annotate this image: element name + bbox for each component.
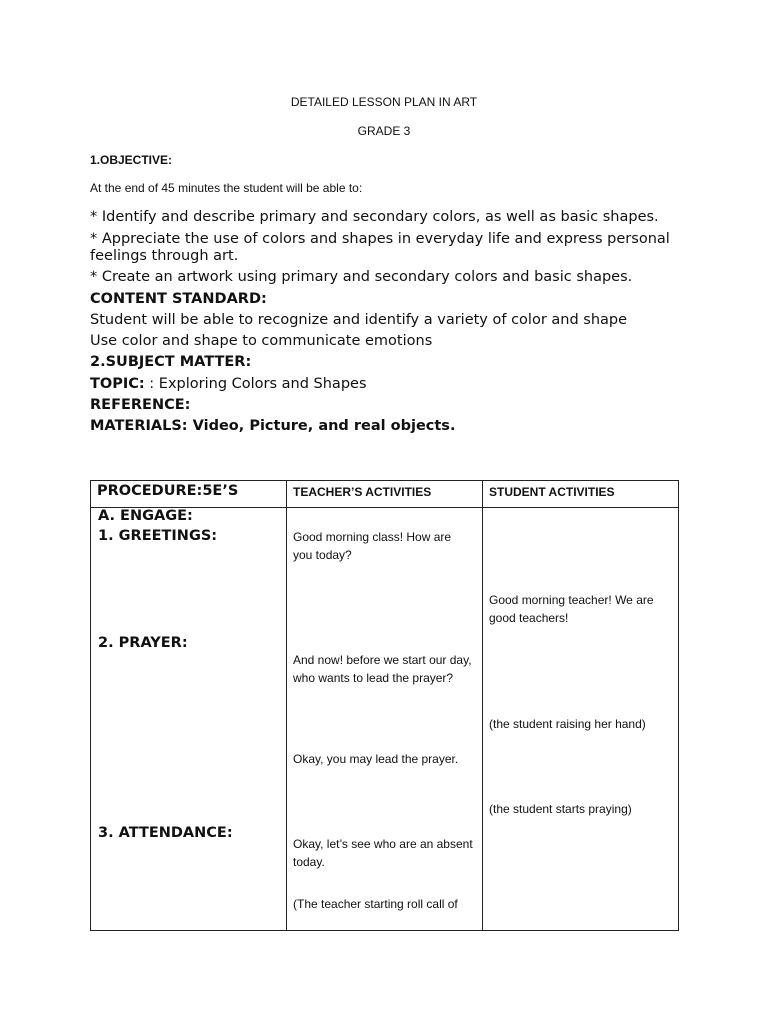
student-greeting: Good morning teacher! We are good teachers! xyxy=(489,593,654,625)
table-row xyxy=(91,508,679,931)
content-standard-heading: CONTENT STANDARD: xyxy=(90,291,267,307)
phase-engage: A. ENGAGE: xyxy=(98,508,193,524)
phase-attendance: 3. ATTENDANCE: xyxy=(98,825,233,841)
header-student-activities: STUDENT ACTIVITIES xyxy=(483,481,679,508)
teacher-prayer-ask: And now! before we start our day, who wants to lead the prayer? xyxy=(293,653,472,685)
student-activities-cell xyxy=(483,508,679,931)
procedure-cell xyxy=(91,508,287,931)
materials-label: MATERIALS: xyxy=(90,418,188,434)
objective-intro: At the end of 45 minutes the student will be able to: xyxy=(90,181,363,195)
topic-value: : Exploring Colors and Shapes xyxy=(149,376,367,392)
teacher-greeting: Good morning class! How are you today? xyxy=(293,530,452,562)
teacher-roll-call: (The teacher starting roll call of xyxy=(293,897,458,911)
table-header-row xyxy=(91,481,679,508)
objective-heading: 1.OBJECTIVE: xyxy=(90,153,173,167)
content-standard-line-1: Student will be able to recognize and identify a variety of color and shape xyxy=(90,312,628,328)
objective-item-3: * Create an artwork using primary and secondary colors and basic shapes. xyxy=(90,269,633,285)
materials-value: Video, Picture, and real objects. xyxy=(192,418,456,434)
header-procedure: PROCEDURE:5E’S xyxy=(91,481,287,508)
topic-label: TOPIC: xyxy=(90,376,145,392)
phase-prayer: 2. PRAYER: xyxy=(98,635,188,651)
teacher-activities-cell xyxy=(287,508,483,931)
grade-label: GRADE 3 xyxy=(357,124,411,138)
student-praying: (the student starts praying) xyxy=(489,802,632,816)
procedure-table xyxy=(90,480,679,931)
student-raise-hand: (the student raising her hand) xyxy=(489,717,646,731)
document-title: DETAILED LESSON PLAN IN ART xyxy=(290,95,478,109)
teacher-prayer-ok: Okay, you may lead the prayer. xyxy=(293,752,459,766)
teacher-attendance: Okay, let’s see who are an absent today. xyxy=(293,837,473,869)
subject-matter-heading: 2.SUBJECT MATTER: xyxy=(90,354,252,370)
phase-greetings: 1. GREETINGS: xyxy=(98,528,218,544)
objective-item-1: * Identify and describe primary and secondary colors, as well as basic shapes. xyxy=(90,209,659,225)
materials-line xyxy=(90,418,690,435)
content-standard-line-2: Use color and shape to communicate emotions xyxy=(90,333,433,349)
objective-item-2: * Appreciate the use of colors and shapes in everyday life and express personal feelings through art. xyxy=(90,231,670,264)
topic-line xyxy=(90,376,690,393)
reference-label: REFERENCE: xyxy=(90,397,191,413)
header-teacher-activities: TEACHER’S ACTIVITIES xyxy=(287,481,483,508)
